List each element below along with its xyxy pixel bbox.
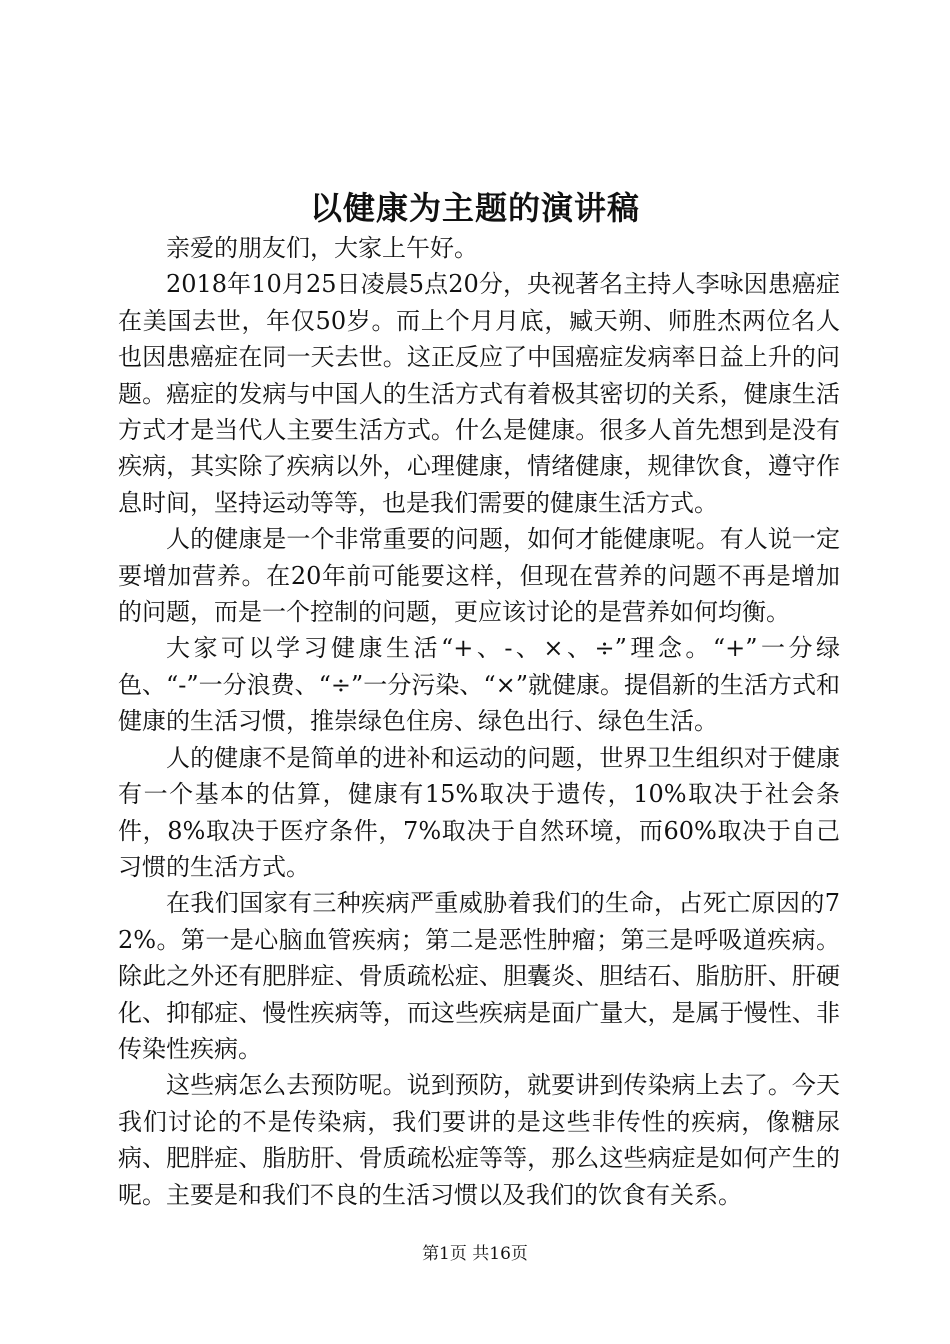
paragraph-intro: 2018年10月25日凌晨5点20分，央视著名主持人李咏因患癌症在美国去世，年仅50岁。而上个月月底，臧天朔、师胜杰两位名人也因患癌症在同一天去世。这正反应了中国癌症发病率日益上升的问题。癌症的发病与中国人的生活方式有着极其密切的关系，健康生活方式才是当代人主要生活方式。什么是健康。很多人首先想到是没有疾病，其实除了疾病以外，心理健康，情绪健康，规律饮食，遵守作息时间，坚持运动等等，也是我们需要的健康生活方式。 [118, 270, 840, 517]
document-title: 以健康为主题的演讲稿 [309, 189, 640, 227]
paragraph-major-diseases: 在我们国家有三种疾病严重威胁着我们的生命，占死亡原因的72%。第一是心脑血管疾病；第二是恶性肿瘤；第三是呼吸道疾病。除此之外还有肥胖症、骨质疏松症、胆囊炎、胆结石、脂肪肝、肝硬化、抑郁症、慢性疾病等，而这些疾病是面广量大，是属于慢性、非传染性疾病。 [118, 889, 840, 1063]
paragraph-nutrition: 人的健康是一个非常重要的问题，如何才能健康呢。有人说一定要增加营养。在20年前可能要这样，但现在营养的问题不再是增加的问题，而是一个控制的问题，更应该讨论的是营养如何均衡。 [118, 525, 840, 627]
paragraph-greeting: 亲爱的朋友们，大家上午好。 [166, 234, 478, 262]
paragraph-prevention: 这些病怎么去预防呢。说到预防，就要讲到传染病上去了。今天我们讨论的不是传染病，我们要讲的是这些非传性的疾病，像糖尿病、肥胖症、脂肪肝、骨质疏松症等等，那么这些病症是如何产生的呢。主要是和我们不良的生活习惯以及我们的饮食有关系。 [118, 1071, 840, 1209]
paragraph-lifestyle-concept: 大家可以学习健康生活“+、-、×、÷”理念。“+”一分绿色、“-”一分浪费、“÷”一分污染、“×”就健康。提倡新的生活方式和健康的生活习惯，推崇绿色住房、绿色出行、绿色生活。 [118, 634, 840, 736]
document-body [118, 230, 840, 1213]
page-number-footer: 第1页 共16页 [422, 1244, 528, 1264]
paragraph-who-estimate: 人的健康不是简单的进补和运动的问题，世界卫生组织对于健康有一个基本的估算，健康有15%取决于遗传，10%取决于社会条件，8%取决于医疗条件，7%取决于自然环境，而60%取决于自己习惯的生活方式。 [118, 743, 840, 881]
